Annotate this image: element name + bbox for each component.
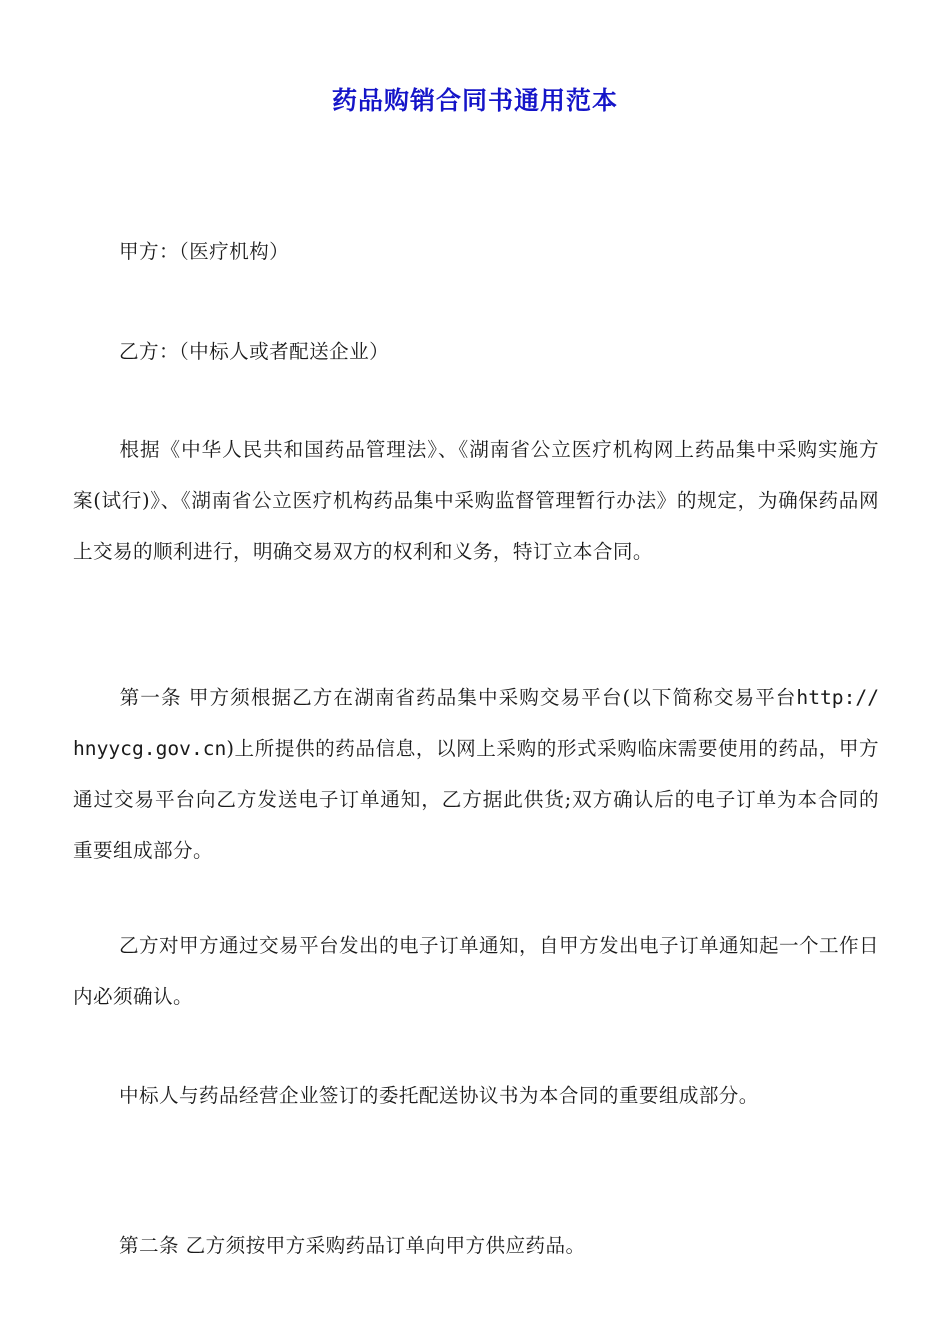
confirmation-paragraph — [73, 920, 879, 1022]
party-b-line — [73, 326, 879, 377]
confirmation-text: 乙方对甲方通过交易平台发出的电子订单通知，自甲方发出电子订单通知起一个工作日内必须确认。 — [73, 934, 879, 1008]
article-1-paragraph — [73, 672, 879, 876]
delivery-agreement-paragraph — [73, 1070, 879, 1121]
delivery-agreement-text: 中标人与药品经营企业签订的委托配送协议书为本合同的重要组成部分。 — [119, 1084, 759, 1107]
preamble-text: 根据《中华人民共和国药品管理法》、《湖南省公立医疗机构网上药品集中采购实施方案(试行)》、《湖南省公立医疗机构药品集中采购监督管理暂行办法》的规定，为确保药品网上交易的顺利进行，明确交易双方的权利和义务，特订立本合同。 — [73, 438, 879, 563]
article-2-paragraph — [73, 1220, 879, 1271]
party-a-text: 甲方：（医疗机构） — [119, 240, 290, 263]
article-1-text-start: 第一条 甲方须根据乙方在湖南省药品集中采购交易平台(以下简称交易平台 — [119, 686, 797, 709]
document-title: 药品购销合同书通用范本 — [331, 86, 618, 115]
article-1-text-rest: )上所提供的药品信息，以网上采购的形式采购临床需要使用的药品，甲方通过交易平台向乙方发送电子订单通知，乙方据此供货;双方确认后的电子订单为本合同的重要组成部分。 — [73, 737, 879, 862]
preamble-paragraph — [73, 424, 879, 577]
party-a-line — [73, 226, 879, 277]
article-2-text: 第二条 乙方须按甲方采购药品订单向甲方供应药品。 — [119, 1234, 586, 1257]
trading-platform-url: http:// hnyycg.gov.cn — [73, 686, 879, 760]
party-b-text: 乙方：（中标人或者配送企业） — [119, 340, 390, 363]
